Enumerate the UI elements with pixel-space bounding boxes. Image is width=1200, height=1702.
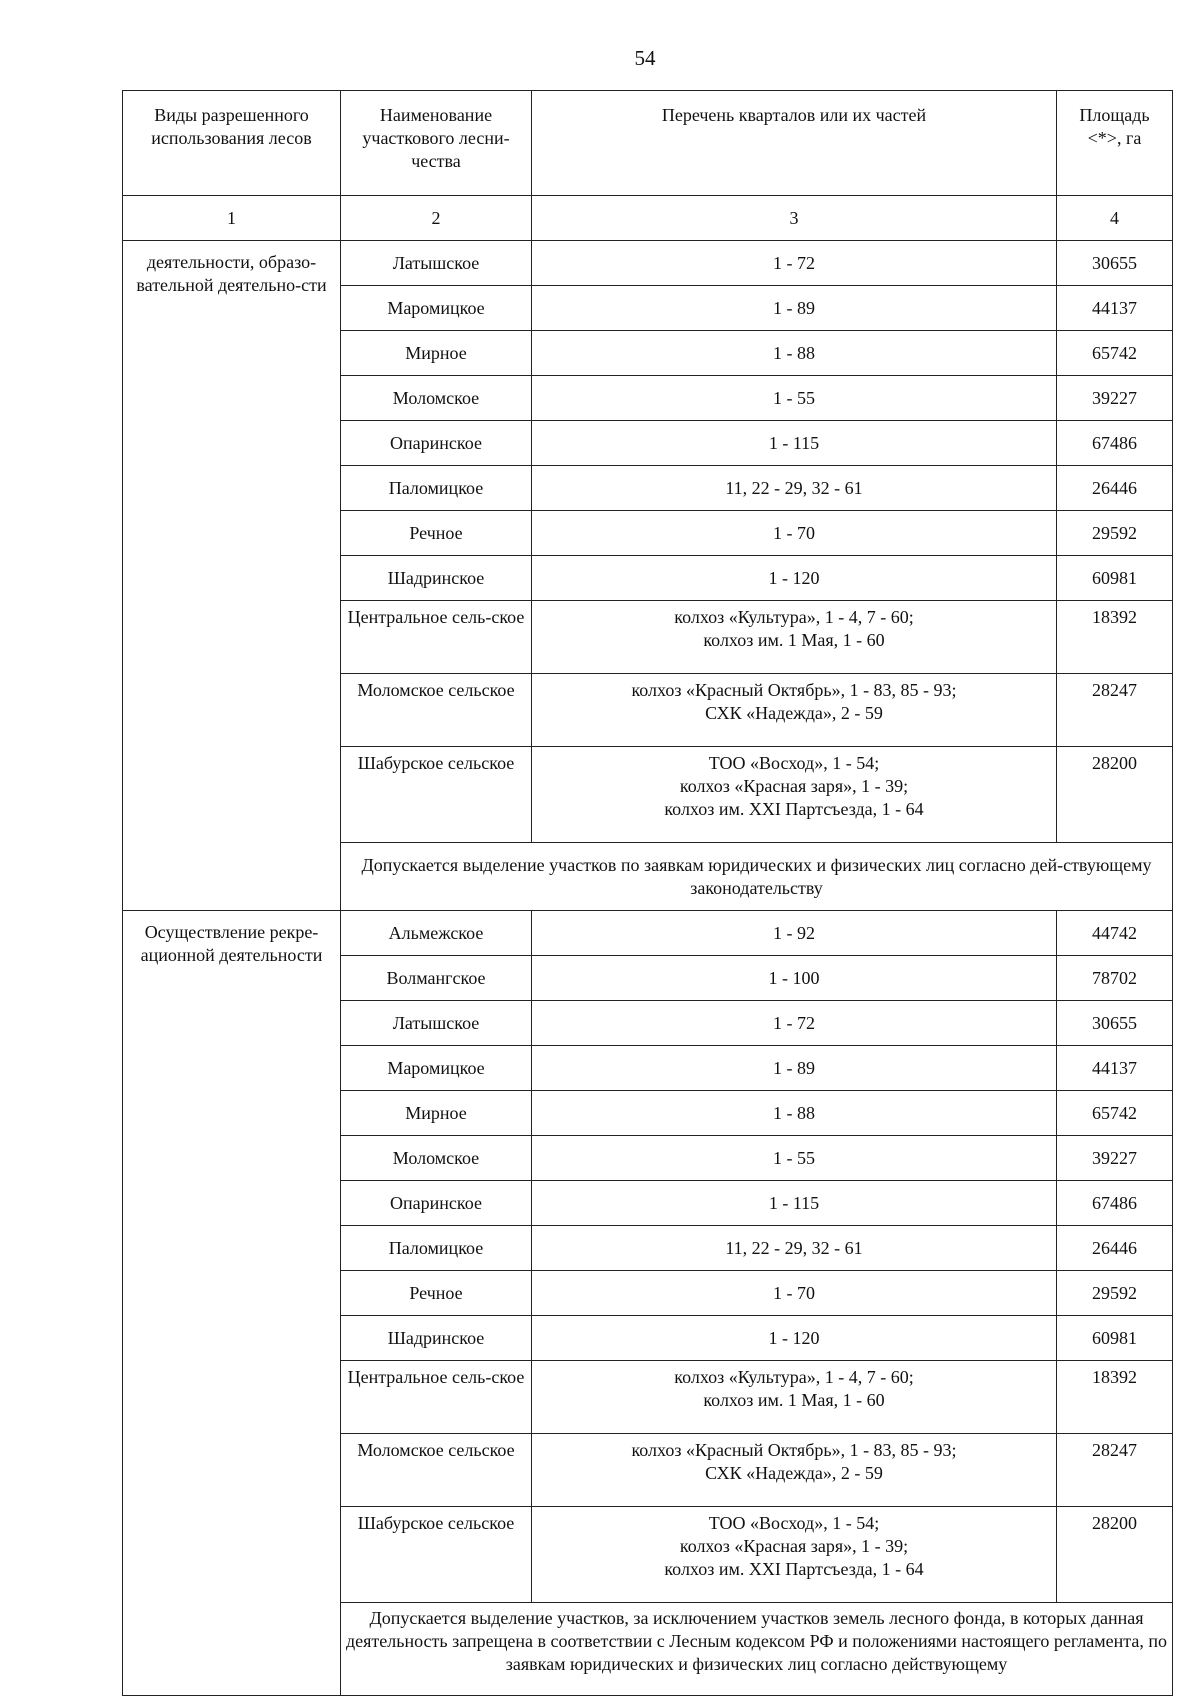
quarters-list-cell: колхоз «Красный Октябрь», 1 - 83, 85 - 93; СХК «Надежда», 2 - 59	[532, 674, 1057, 747]
table-row	[123, 241, 1173, 286]
area-cell: 65742	[1057, 331, 1173, 376]
quarters-list-cell: 1 - 70	[532, 511, 1057, 556]
quarters-list-cell: 1 - 120	[532, 1316, 1057, 1361]
regulation-table	[122, 90, 1173, 1696]
forestry-name-cell: Речное	[341, 511, 532, 556]
quarters-list-cell: 1 - 100	[532, 956, 1057, 1001]
quarters-list-cell: ТОО «Восход», 1 - 54; колхоз «Красная заря», 1 - 39; колхоз им. XXI Партсъезда, 1 - 64	[532, 1507, 1057, 1603]
note-text: Допускается выделение участков по заявкам юридических и физических лиц согласно дей-ствующему законодательству	[341, 843, 1173, 911]
forestry-name-cell: Латышское	[341, 241, 532, 286]
forestry-name-cell: Центральное сель-ское	[341, 1361, 532, 1434]
quarters-list-cell: 1 - 72	[532, 1001, 1057, 1046]
quarters-list-cell: 1 - 55	[532, 376, 1057, 421]
area-cell: 18392	[1057, 601, 1173, 674]
header-quarters-list: Перечень кварталов или их частей	[532, 91, 1057, 196]
column-number: 4	[1057, 196, 1173, 241]
forestry-name-cell: Маромицкое	[341, 1046, 532, 1091]
area-cell: 78702	[1057, 956, 1173, 1001]
quarters-list-cell: колхоз «Культура», 1 - 4, 7 - 60; колхоз им. 1 Мая, 1 - 60	[532, 1361, 1057, 1434]
header-row	[123, 91, 1173, 196]
area-cell: 39227	[1057, 376, 1173, 421]
header-area: Площадь <*>, га	[1057, 91, 1173, 196]
quarters-list-cell: 1 - 115	[532, 421, 1057, 466]
area-cell: 60981	[1057, 1316, 1173, 1361]
area-cell: 39227	[1057, 1136, 1173, 1181]
quarters-list-cell: 1 - 92	[532, 911, 1057, 956]
quarters-list-cell: 1 - 120	[532, 556, 1057, 601]
column-number: 3	[532, 196, 1057, 241]
area-cell: 29592	[1057, 511, 1173, 556]
table-row	[123, 911, 1173, 956]
forestry-name-cell: Моломское сельское	[341, 1434, 532, 1507]
forestry-name-cell: Шабурское сельское	[341, 1507, 532, 1603]
forestry-name-cell: Моломское сельское	[341, 674, 532, 747]
forestry-name-cell: Шабурское сельское	[341, 747, 532, 843]
quarters-list-cell: 1 - 115	[532, 1181, 1057, 1226]
area-cell: 67486	[1057, 421, 1173, 466]
forestry-name-cell: Моломское	[341, 376, 532, 421]
quarters-list-cell: 1 - 89	[532, 1046, 1057, 1091]
forestry-name-cell: Моломское	[341, 1136, 532, 1181]
area-cell: 65742	[1057, 1091, 1173, 1136]
header-usage-type: Виды разрешенного использования лесов	[123, 91, 341, 196]
area-cell: 44137	[1057, 1046, 1173, 1091]
area-cell: 18392	[1057, 1361, 1173, 1434]
column-numbers-row	[123, 196, 1173, 241]
quarters-list-cell: 1 - 88	[532, 331, 1057, 376]
note-text: Допускается выделение участков, за исключением участков земель лесного фонда, в которых данная деятельность запрещена в соответствии с Лесным кодексом РФ и положениями настоящего регламента, по заявкам юридических и физических лиц согласно действующему	[341, 1603, 1173, 1696]
forestry-name-cell: Альмежское	[341, 911, 532, 956]
quarters-list-cell: 1 - 72	[532, 241, 1057, 286]
quarters-list-cell: 1 - 88	[532, 1091, 1057, 1136]
forestry-name-cell: Паломицкое	[341, 1226, 532, 1271]
forestry-name-cell: Мирное	[341, 1091, 532, 1136]
area-cell: 67486	[1057, 1181, 1173, 1226]
area-cell: 30655	[1057, 241, 1173, 286]
forestry-name-cell: Мирное	[341, 331, 532, 376]
forestry-name-cell: Латышское	[341, 1001, 532, 1046]
page-number: 54	[634, 46, 656, 70]
quarters-list-cell: колхоз «Красный Октябрь», 1 - 83, 85 - 93; СХК «Надежда», 2 - 59	[532, 1434, 1057, 1507]
area-cell: 26446	[1057, 1226, 1173, 1271]
forestry-name-cell: Паломицкое	[341, 466, 532, 511]
area-cell: 26446	[1057, 466, 1173, 511]
usage-type-cell: Осуществление рекре-ационной деятельности	[123, 911, 341, 1696]
header-forestry-name: Наименование участкового лесни-чества	[341, 91, 532, 196]
area-cell: 44137	[1057, 286, 1173, 331]
quarters-list-cell: 11, 22 - 29, 32 - 61	[532, 466, 1057, 511]
area-cell: 60981	[1057, 556, 1173, 601]
column-number: 1	[123, 196, 341, 241]
area-cell: 29592	[1057, 1271, 1173, 1316]
quarters-list-cell: 1 - 55	[532, 1136, 1057, 1181]
area-cell: 30655	[1057, 1001, 1173, 1046]
forestry-name-cell: Речное	[341, 1271, 532, 1316]
area-cell: 28200	[1057, 1507, 1173, 1603]
quarters-list-cell: 1 - 70	[532, 1271, 1057, 1316]
area-cell: 28200	[1057, 747, 1173, 843]
forestry-name-cell: Маромицкое	[341, 286, 532, 331]
area-cell: 44742	[1057, 911, 1173, 956]
forestry-name-cell: Шадринское	[341, 556, 532, 601]
quarters-list-cell: колхоз «Культура», 1 - 4, 7 - 60; колхоз им. 1 Мая, 1 - 60	[532, 601, 1057, 674]
quarters-list-cell: 1 - 89	[532, 286, 1057, 331]
quarters-list-cell: ТОО «Восход», 1 - 54; колхоз «Красная заря», 1 - 39; колхоз им. XXI Партсъезда, 1 - 64	[532, 747, 1057, 843]
forestry-name-cell: Опаринское	[341, 421, 532, 466]
area-cell: 28247	[1057, 674, 1173, 747]
forestry-name-cell: Центральное сель-ское	[341, 601, 532, 674]
quarters-list-cell: 11, 22 - 29, 32 - 61	[532, 1226, 1057, 1271]
forestry-name-cell: Опаринское	[341, 1181, 532, 1226]
usage-type-cell: деятельности, образо-вательной деятельно-сти	[123, 241, 341, 911]
area-cell: 28247	[1057, 1434, 1173, 1507]
forestry-name-cell: Шадринское	[341, 1316, 532, 1361]
forestry-name-cell: Волмангское	[341, 956, 532, 1001]
column-number: 2	[341, 196, 532, 241]
